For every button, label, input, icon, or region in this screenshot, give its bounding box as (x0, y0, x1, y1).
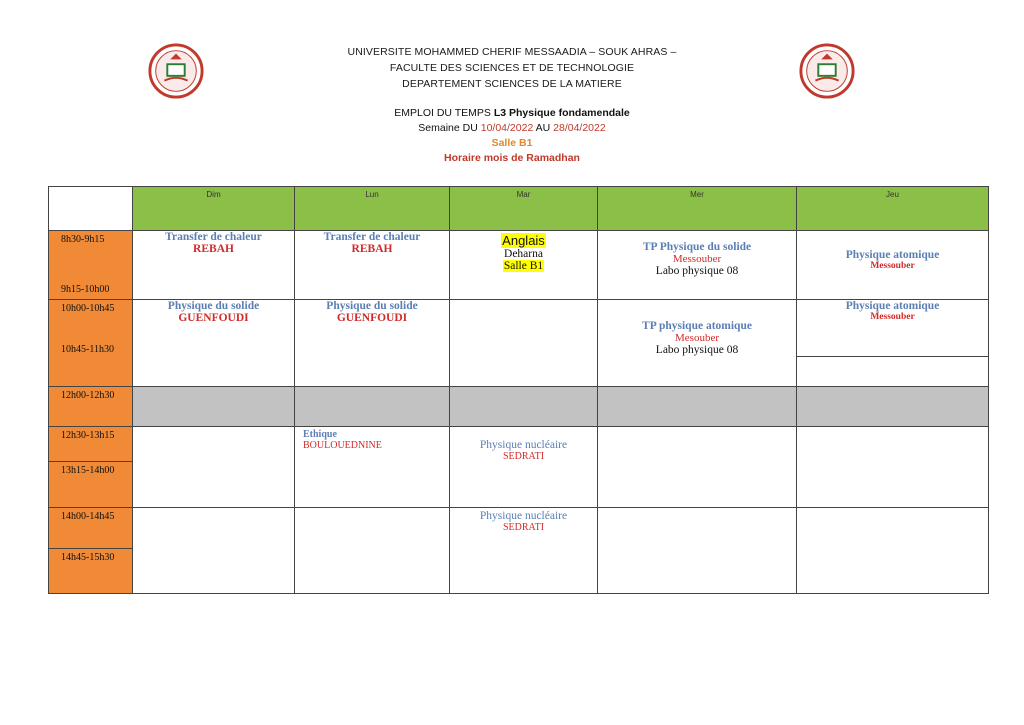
break-row (49, 387, 989, 427)
time-cell: 10h00-10h45 10h45-11h30 (49, 300, 133, 387)
break-cell (598, 387, 797, 427)
slot-cell: Ethique BOULOUEDNINE (295, 427, 450, 508)
day-header-jeu: Jeu (797, 187, 989, 231)
slot-cell (797, 427, 989, 508)
timetable (48, 186, 989, 594)
date-to: 28/04/2022 (553, 122, 606, 134)
slot-cell (295, 508, 450, 594)
department-name: DEPARTEMENT SCIENCES DE LA MATIERE (402, 78, 622, 90)
day-header-mer: Mer (598, 187, 797, 231)
university-name: UNIVERSITE MOHAMMED CHERIF MESSAADIA – SOUK AHRAS – (347, 46, 677, 58)
slot-cell (450, 300, 598, 387)
day-header-dim: Dim (133, 187, 295, 231)
day-header-lun: Lun (295, 187, 450, 231)
slot-cell (797, 508, 989, 594)
slot-cell (598, 508, 797, 594)
institution-header (0, 44, 1024, 92)
time-cell: 12h00-12h30 (49, 387, 133, 427)
break-cell (133, 387, 295, 427)
break-cell (450, 387, 598, 427)
date-from: 10/04/2022 (480, 122, 534, 134)
slot-cell: Physique nucléaire SEDRATI (450, 508, 598, 594)
time-cell: 8h30-9h15 9h15-10h00 (49, 231, 133, 300)
slot-cell: Transfer de chaleur REBAH (133, 231, 295, 300)
time-cell: 14h00-14h45 14h45-15h30 (49, 508, 133, 594)
time-row (49, 300, 989, 387)
slot-cell: TP physique atomique Mesouber Labo physique 08 (598, 300, 797, 387)
time-row (49, 427, 989, 508)
slot-cell: Physique du solide GUENFOUDI (133, 300, 295, 387)
cell-divider (797, 356, 988, 357)
slot-cell: Transfer de chaleur REBAH (295, 231, 450, 300)
faculty-name: FACULTE DES SCIENCES ET DE TECHNOLOGIE (389, 62, 635, 74)
slot-cell (133, 427, 295, 508)
week-range: Semaine DU 10/04/2022 AU 28/04/2022 (418, 122, 606, 134)
break-cell (797, 387, 989, 427)
slot-cell: Physique atomique Messouber (797, 231, 989, 300)
program-name: L3 Physique fondamendale (493, 107, 630, 119)
room-label: Salle B1 (491, 137, 533, 149)
timetable-title: EMPLOI DU TEMPS L3 Physique fondamendale (394, 107, 630, 119)
slot-cell (598, 427, 797, 508)
schedule-note: Horaire mois de Ramadhan (444, 152, 580, 164)
slot-cell: Anglais Deharna Salle B1 (450, 231, 598, 300)
time-cell: 12h30-13h15 13h15-14h00 (49, 427, 133, 508)
slot-cell: Physique atomique Messouber (797, 300, 989, 387)
day-header-row (49, 187, 989, 231)
time-row (49, 508, 989, 594)
slot-cell: Physique du solide GUENFOUDI (295, 300, 450, 387)
slot-cell (133, 508, 295, 594)
time-row (49, 231, 989, 300)
slot-cell: Physique nucléaire SEDRATI (450, 427, 598, 508)
break-cell (295, 387, 450, 427)
slot-cell: TP Physique du solide Messouber Labo physique 08 (598, 231, 797, 300)
timetable-title-block (0, 106, 1024, 166)
corner-cell (49, 187, 133, 231)
day-header-mar: Mar (450, 187, 598, 231)
